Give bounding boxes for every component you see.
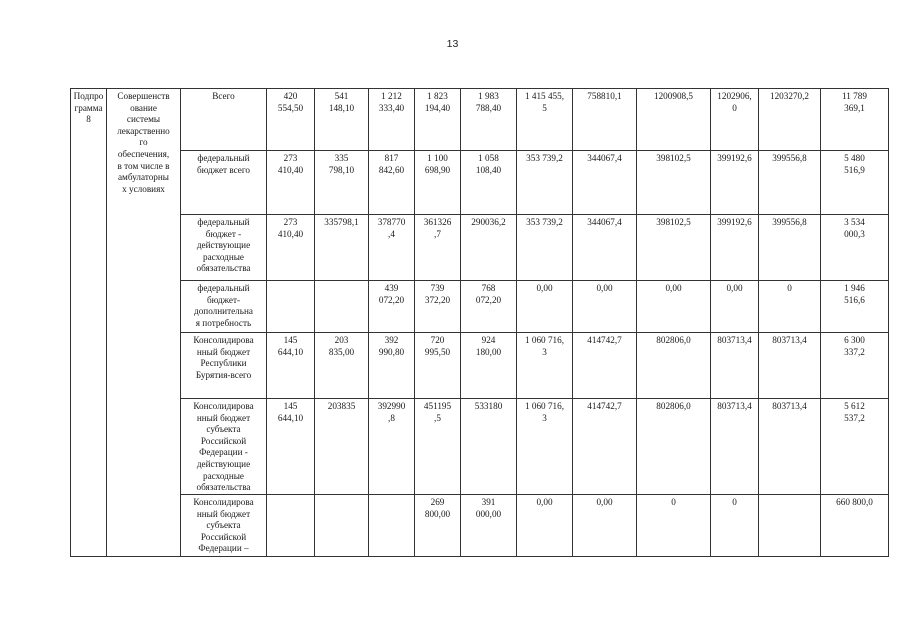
page-number: 13	[446, 38, 459, 50]
value-cell: 273 410,40	[267, 215, 315, 281]
funding-source-cell: федеральный бюджет всего	[181, 151, 267, 215]
value-cell: 451195 ,5	[415, 399, 461, 495]
value-cell: 344067,4	[573, 215, 637, 281]
value-cell: 344067,4	[573, 151, 637, 215]
value-cell: 0,00	[573, 495, 637, 557]
value-cell: 803713,4	[759, 399, 821, 495]
value-cell: 399556,8	[759, 151, 821, 215]
value-cell: 398102,5	[637, 215, 711, 281]
funding-source-cell: Консолидирова нный бюджет Республики Бурятия-всего	[181, 333, 267, 399]
budget-table	[70, 88, 889, 557]
value-cell: 335798,1	[315, 215, 369, 281]
value-cell: 1 823 194,40	[415, 89, 461, 151]
value-cell: 439 072,20	[369, 281, 415, 333]
funding-source-cell: Всего	[181, 89, 267, 151]
value-cell: 533180	[461, 399, 517, 495]
value-cell: 399192,6	[711, 215, 759, 281]
value-cell: 802806,0	[637, 333, 711, 399]
value-cell: 273 410,40	[267, 151, 315, 215]
value-cell: 758810,1	[573, 89, 637, 151]
value-cell: 414742,7	[573, 333, 637, 399]
value-cell: 1 060 716, 3	[517, 399, 573, 495]
value-cell: 739 372,20	[415, 281, 461, 333]
value-cell	[315, 281, 369, 333]
value-cell: 6 300 337,2	[821, 333, 889, 399]
value-cell: 1 060 716, 3	[517, 333, 573, 399]
value-cell: 0	[759, 281, 821, 333]
value-cell: 290036,2	[461, 215, 517, 281]
funding-source-cell: федеральный бюджет - действующие расходные обязательства	[181, 215, 267, 281]
value-cell: 353 739,2	[517, 215, 573, 281]
program-title-cell: Совершенств ование системы лекарственно го обеспечения, в том числе в амбулаторны х условиях	[107, 89, 181, 557]
value-cell: 541 148,10	[315, 89, 369, 151]
table-row	[71, 215, 889, 281]
value-cell: 817 842,60	[369, 151, 415, 215]
funding-source-cell: федеральный бюджет- дополнительна я потребность	[181, 281, 267, 333]
value-cell: 1 415 455, 5	[517, 89, 573, 151]
value-cell: 1 100 698,90	[415, 151, 461, 215]
value-cell: 0,00	[517, 281, 573, 333]
value-cell: 269 800,00	[415, 495, 461, 557]
value-cell: 391 000,00	[461, 495, 517, 557]
value-cell: 0,00	[517, 495, 573, 557]
value-cell: 203 835,00	[315, 333, 369, 399]
value-cell: 924 180,00	[461, 333, 517, 399]
value-cell: 5 612 537,2	[821, 399, 889, 495]
value-cell: 1 946 516,6	[821, 281, 889, 333]
value-cell: 768 072,20	[461, 281, 517, 333]
value-cell: 145 644,10	[267, 333, 315, 399]
value-cell: 0,00	[637, 281, 711, 333]
table-row	[71, 151, 889, 215]
value-cell: 1200908,5	[637, 89, 711, 151]
value-cell: 5 480 516,9	[821, 151, 889, 215]
value-cell: 803713,4	[759, 333, 821, 399]
value-cell: 399556,8	[759, 215, 821, 281]
value-cell: 802806,0	[637, 399, 711, 495]
value-cell: 3 534 000,3	[821, 215, 889, 281]
value-cell: 0	[711, 495, 759, 557]
value-cell: 203835	[315, 399, 369, 495]
funding-source-cell: Консолидирова нный бюджет субъекта Российской Федерации - действующие расходные обязательства	[181, 399, 267, 495]
value-cell: 0,00	[711, 281, 759, 333]
value-cell: 420 554,50	[267, 89, 315, 151]
value-cell: 399192,6	[711, 151, 759, 215]
table-row	[71, 495, 889, 557]
value-cell: 720 995,50	[415, 333, 461, 399]
table-row	[71, 89, 889, 151]
value-cell	[759, 495, 821, 557]
value-cell	[315, 495, 369, 557]
value-cell: 353 739,2	[517, 151, 573, 215]
value-cell: 392 990,80	[369, 333, 415, 399]
program-code-cell: Подпро грамма 8	[71, 89, 107, 557]
value-cell: 414742,7	[573, 399, 637, 495]
funding-source-cell: Консолидирова нный бюджет субъекта Российской Федерации –	[181, 495, 267, 557]
table-row	[71, 281, 889, 333]
value-cell: 1 983 788,40	[461, 89, 517, 151]
table-row	[71, 399, 889, 495]
value-cell: 0	[637, 495, 711, 557]
value-cell: 660 800,0	[821, 495, 889, 557]
value-cell: 11 789 369,1	[821, 89, 889, 151]
value-cell: 398102,5	[637, 151, 711, 215]
table-row	[71, 333, 889, 399]
value-cell	[267, 281, 315, 333]
value-cell: 145 644,10	[267, 399, 315, 495]
value-cell: 803713,4	[711, 399, 759, 495]
value-cell: 361326 ,7	[415, 215, 461, 281]
value-cell: 1202906, 0	[711, 89, 759, 151]
value-cell	[267, 495, 315, 557]
value-cell: 803713,4	[711, 333, 759, 399]
value-cell: 335 798,10	[315, 151, 369, 215]
value-cell: 1 058 108,40	[461, 151, 517, 215]
value-cell: 0,00	[573, 281, 637, 333]
value-cell: 1203270,2	[759, 89, 821, 151]
value-cell: 1 212 333,40	[369, 89, 415, 151]
value-cell: 378770 ,4	[369, 215, 415, 281]
value-cell: 392990 ,8	[369, 399, 415, 495]
value-cell	[369, 495, 415, 557]
